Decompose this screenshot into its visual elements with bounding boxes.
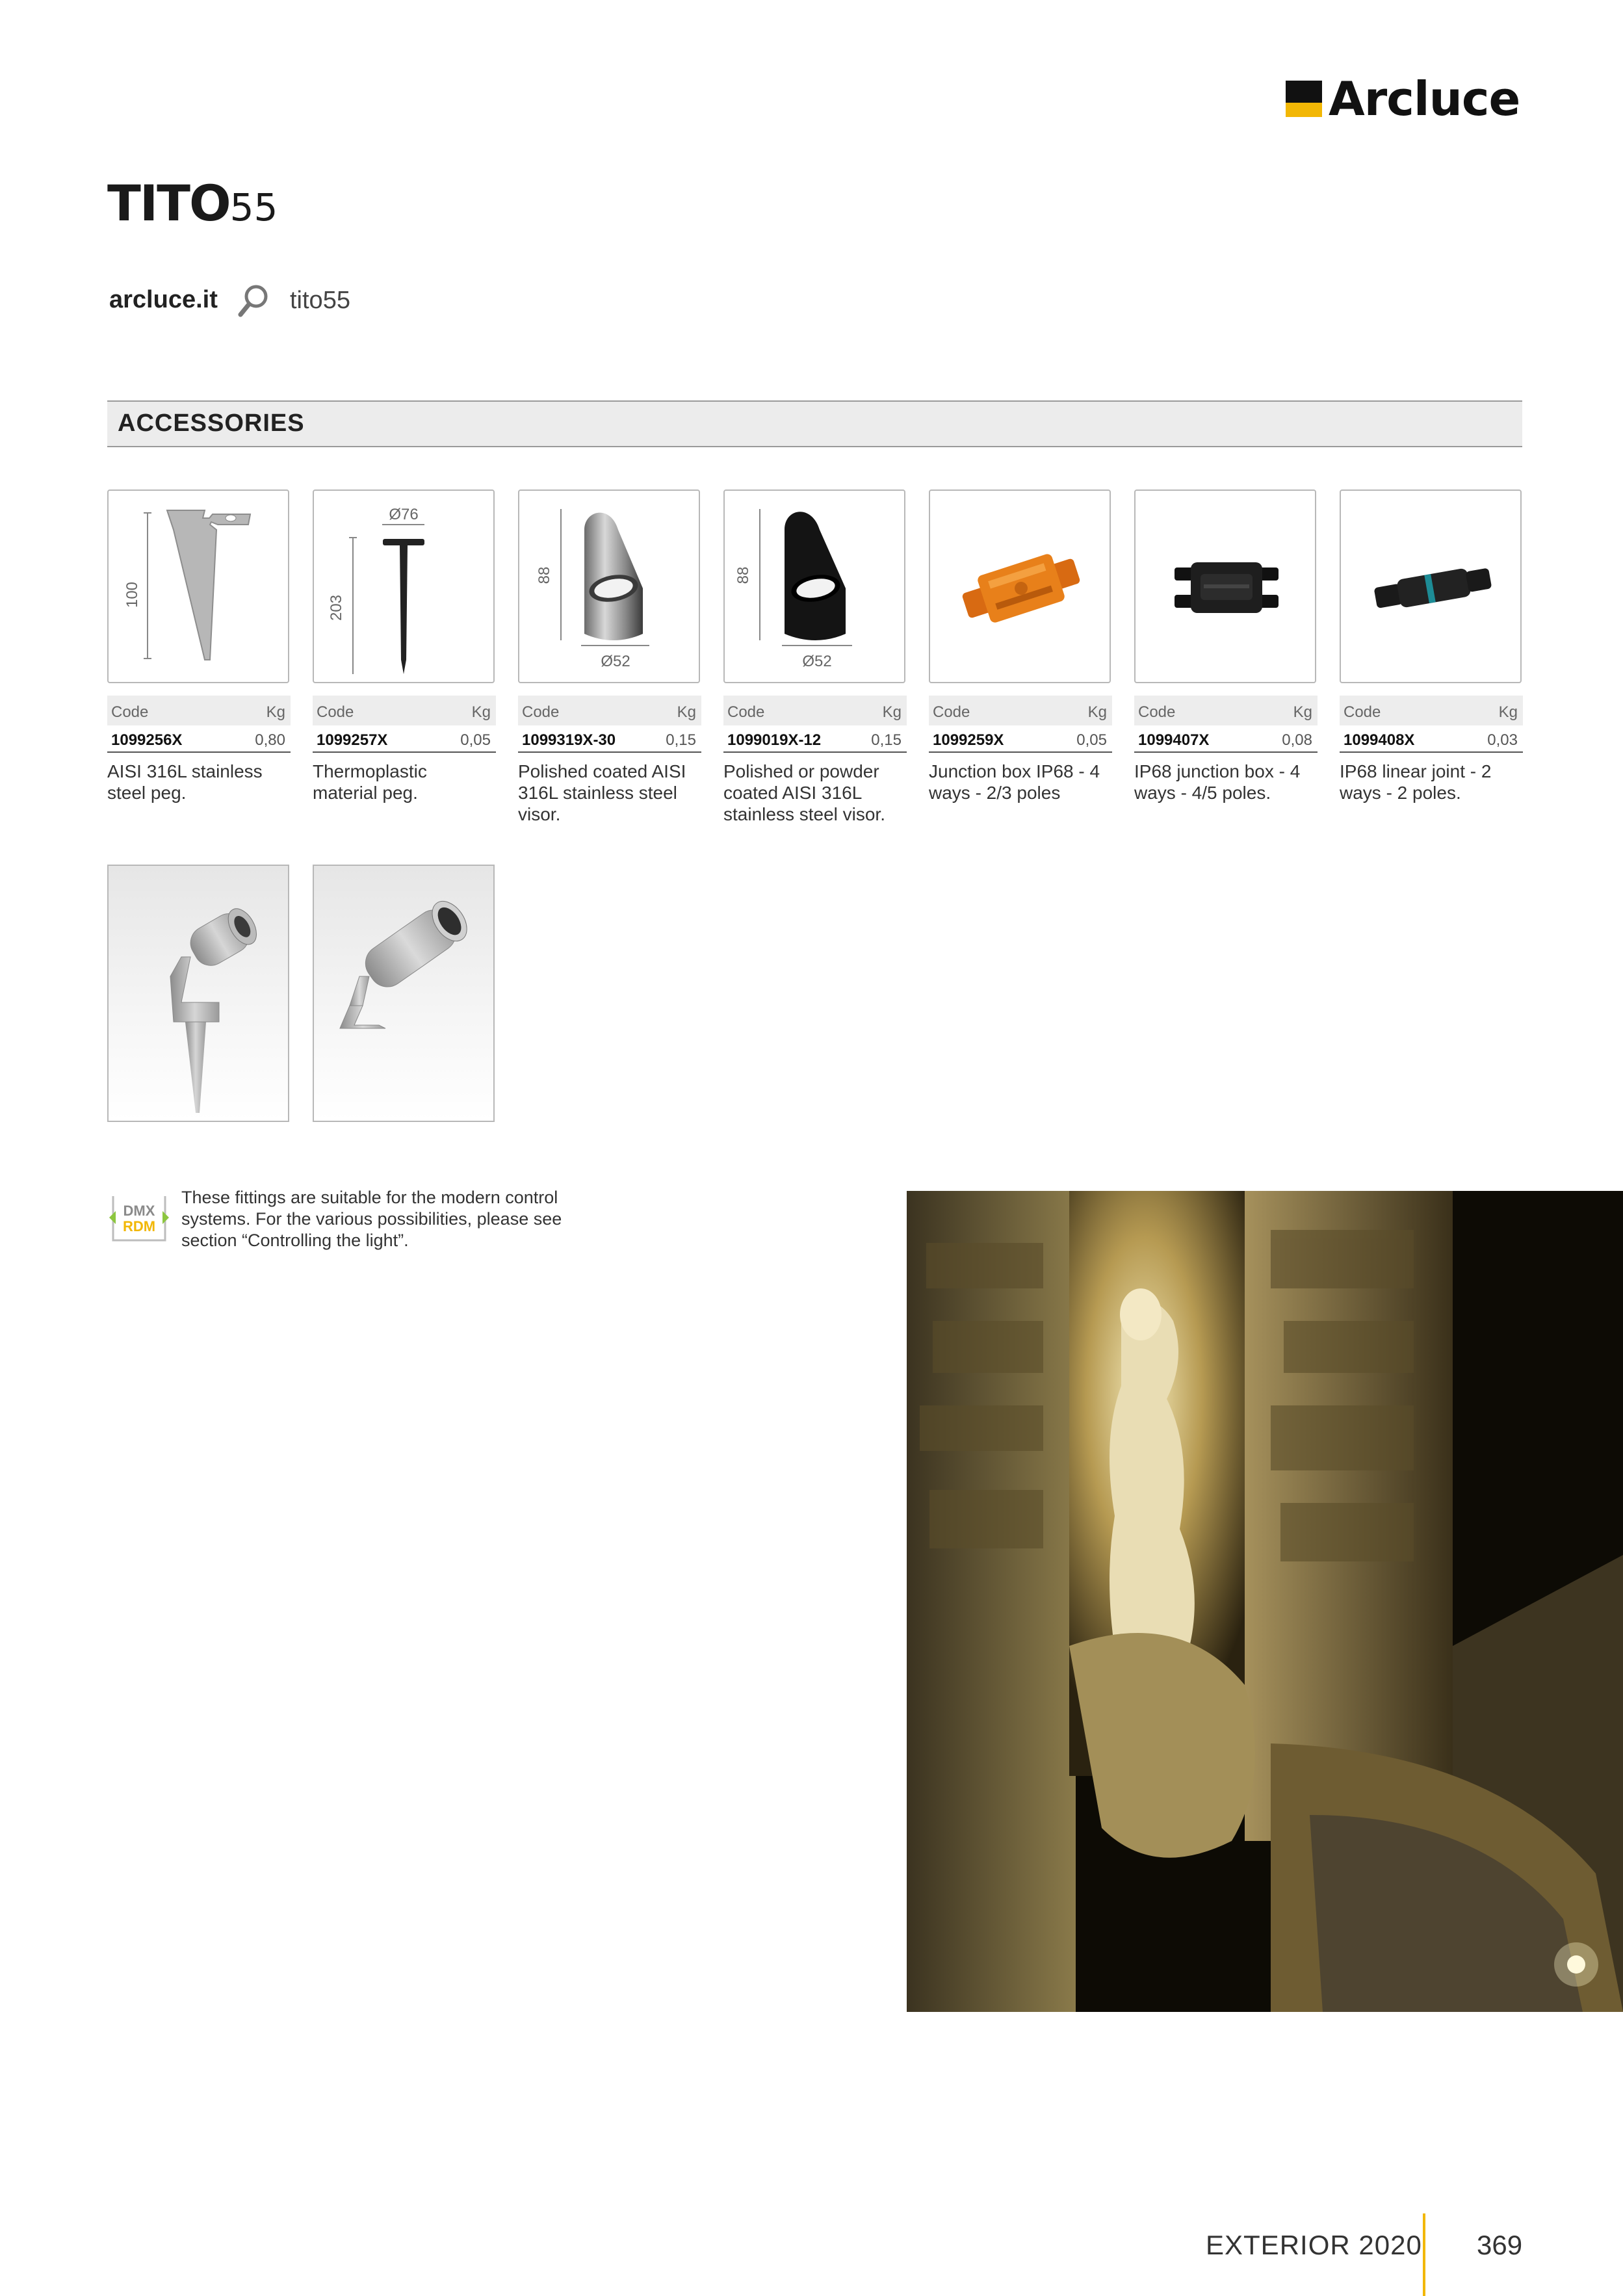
info-header: Code Kg	[1134, 696, 1318, 725]
logo-mark-icon	[1286, 81, 1322, 117]
accessory-info	[929, 696, 1112, 803]
product-code: 1099319X-30	[522, 731, 616, 749]
accessory-image-black-visor	[723, 489, 905, 683]
product-weight: 0,05	[460, 731, 491, 749]
info-row	[929, 725, 1112, 753]
product-description: IP68 linear joint - 2 ways - 2 poles.	[1340, 761, 1492, 803]
accessory-image-junction-box-black	[1134, 489, 1316, 683]
accessory-info	[313, 696, 496, 803]
page-number: 369	[1477, 2230, 1523, 2260]
accessory-image-steel-peg	[107, 489, 289, 683]
info-header: Code Kg	[723, 696, 907, 725]
footer-divider	[1423, 2213, 1425, 2296]
product-weight: 0,15	[871, 731, 902, 749]
brand-name: Arcluce	[1329, 72, 1520, 126]
accessory-info	[723, 696, 907, 825]
accessory-image-polished-visor	[518, 489, 700, 683]
accessory-info	[1134, 696, 1318, 803]
accessory-info	[518, 696, 701, 825]
ambience-photo	[907, 1191, 1623, 2012]
dmx-note: These fittings are suitable for the modern control systems. For the various possibilities, please see section “Controlling the light”.	[181, 1188, 562, 1250]
product-description: AISI 316L stainless steel peg.	[107, 761, 263, 803]
info-row	[518, 725, 701, 753]
search-term: tito55	[290, 287, 350, 314]
info-row	[313, 725, 496, 753]
product-weight: 0,08	[1282, 731, 1312, 749]
product-photo-with-peg	[107, 865, 289, 1122]
product-code: 1099408X	[1344, 731, 1415, 749]
brand-logo	[1286, 73, 1520, 125]
info-header: Code Kg	[107, 696, 291, 725]
accessory-info	[1340, 696, 1523, 803]
product-weight: 0,80	[255, 731, 285, 749]
svg-text:RDM: RDM	[122, 1218, 156, 1234]
catalog-section-label: EXTERIOR 2020	[1206, 2230, 1422, 2260]
product-description: IP68 junction box - 4 ways - 4/5 poles.	[1134, 761, 1301, 803]
info-row	[1340, 725, 1523, 753]
section-header	[107, 400, 1522, 447]
product-weight: 0,03	[1487, 731, 1518, 749]
dimension-diameter: Ø52	[601, 653, 630, 670]
dimension-height: 100	[123, 581, 141, 608]
product-code: 1099019X-12	[727, 731, 822, 749]
section-title: ACCESSORIES	[118, 410, 305, 437]
dimension-diameter: Ø52	[802, 653, 832, 670]
dimension-height: 88	[536, 566, 553, 584]
dimension-diameter: Ø76	[389, 506, 419, 523]
product-description: Polished or powder coated AISI 316L stainless steel visor.	[723, 761, 885, 824]
info-header: Code Kg	[313, 696, 496, 725]
product-code: 1099256X	[111, 731, 183, 749]
website-link[interactable]: arcluce.it	[109, 286, 218, 313]
info-header: Code Kg	[1340, 696, 1523, 725]
product-code: 1099407X	[1138, 731, 1210, 749]
svg-text:DMX: DMX	[123, 1203, 155, 1219]
info-header: Code Kg	[929, 696, 1112, 725]
product-number: 55	[229, 185, 278, 229]
product-code: 1099257X	[317, 731, 388, 749]
product-weight: 0,15	[666, 731, 696, 749]
product-description: Junction box IP68 - 4 ways - 2/3 poles	[929, 761, 1100, 803]
info-header: Code Kg	[518, 696, 701, 725]
page-title	[107, 174, 278, 232]
info-row	[107, 725, 291, 753]
product-photo-with-visor	[313, 865, 495, 1122]
product-weight: 0,05	[1076, 731, 1107, 749]
accessory-image-plastic-peg	[313, 489, 495, 683]
product-name: TITO	[107, 174, 230, 232]
product-code: 1099259X	[933, 731, 1004, 749]
info-row	[723, 725, 907, 753]
product-description: Thermoplastic material peg.	[313, 761, 427, 803]
accessory-image-junction-box-orange	[929, 489, 1111, 683]
dimension-height: 203	[328, 594, 345, 621]
search-icon	[235, 282, 272, 319]
info-row	[1134, 725, 1318, 753]
dimension-height: 88	[734, 566, 752, 584]
product-description: Polished coated AISI 316L stainless steel visor.	[518, 761, 686, 824]
dmx-rdm-icon	[109, 1190, 169, 1246]
accessory-image-linear-joint	[1340, 489, 1522, 683]
accessory-info	[107, 696, 291, 803]
